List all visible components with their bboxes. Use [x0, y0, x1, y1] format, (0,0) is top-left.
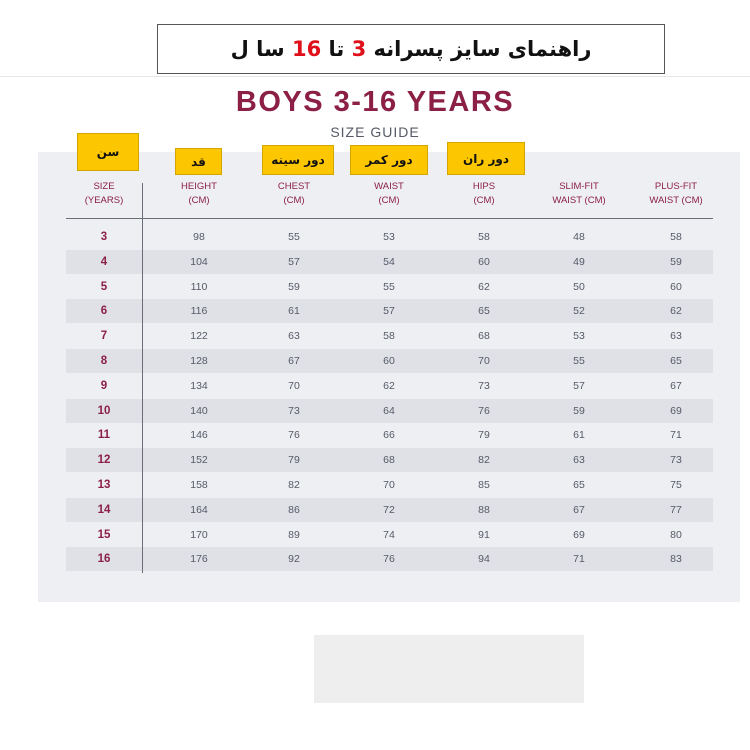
age-cell: 9 — [100, 379, 108, 392]
table-cell: 83 — [670, 553, 682, 566]
age-column-divider — [142, 183, 143, 573]
table-cell: 65 — [670, 355, 682, 367]
table-row — [66, 324, 713, 348]
table-cell: 152 — [190, 454, 208, 467]
table-cell: 63 — [670, 330, 682, 343]
table-cell: 80 — [670, 528, 682, 541]
age-cell: 3 — [100, 231, 108, 243]
table-cell: 79 — [288, 454, 300, 467]
banner-part2: سا ل — [230, 37, 285, 61]
table-row — [66, 299, 713, 323]
table-cell: 65 — [573, 479, 585, 491]
page-title: BOYS 3-16 YEARS — [235, 86, 515, 118]
table-cell: 65 — [478, 305, 490, 318]
table-cell: 70 — [288, 379, 300, 392]
column-header-line: (YEARS) — [84, 195, 124, 206]
table-row — [66, 473, 713, 497]
table-cell: 128 — [190, 355, 208, 367]
table-row — [66, 225, 713, 249]
table-cell: 64 — [383, 404, 395, 417]
table-row — [66, 523, 713, 547]
table-cell: 176 — [190, 553, 208, 566]
column-header-line: (CM) — [188, 195, 210, 206]
age-cell: 11 — [97, 429, 111, 442]
table-cell: 48 — [573, 231, 585, 243]
header-divider — [66, 218, 713, 219]
label-age: سن — [77, 133, 139, 171]
table-cell: 58 — [383, 330, 395, 343]
table-cell: 134 — [190, 379, 208, 392]
column-header — [154, 180, 244, 208]
age-cell: 13 — [97, 479, 111, 491]
table-cell: 72 — [383, 503, 395, 516]
table-cell: 94 — [478, 553, 490, 566]
column-header-line: SIZE — [93, 181, 115, 192]
table-cell: 69 — [670, 404, 682, 417]
table-cell: 164 — [190, 503, 208, 516]
table-cell: 146 — [190, 429, 208, 442]
table-cell: 158 — [190, 479, 208, 491]
label-hips: دور ران — [447, 142, 525, 175]
table-cell: 89 — [288, 528, 300, 541]
age-cell: 7 — [100, 330, 108, 343]
table-cell: 61 — [573, 429, 585, 442]
table-cell: 62 — [670, 305, 682, 318]
label-waist: دور کمر — [350, 145, 428, 175]
table-cell: 49 — [573, 255, 585, 268]
table-cell: 75 — [670, 479, 682, 491]
banner-num-from: 3 — [351, 37, 367, 61]
table-cell: 73 — [670, 454, 682, 467]
column-header — [631, 180, 721, 208]
table-cell: 73 — [288, 404, 300, 417]
blank-placeholder-box — [314, 635, 584, 703]
table-cell: 98 — [193, 231, 205, 243]
column-header-line: CHEST — [277, 181, 311, 192]
column-header-line: HEIGHT — [181, 181, 217, 192]
table-row — [66, 423, 713, 447]
age-cell: 8 — [100, 355, 108, 367]
age-cell: 5 — [100, 280, 108, 293]
table-cell: 61 — [288, 305, 300, 318]
column-header-line: WAIST (CM) — [649, 195, 703, 206]
table-cell: 66 — [383, 429, 395, 442]
table-cell: 67 — [288, 355, 300, 367]
persian-banner — [157, 24, 665, 74]
label-height: قد — [175, 148, 222, 175]
table-cell: 57 — [383, 305, 395, 318]
table-cell: 86 — [288, 503, 300, 516]
table-cell: 69 — [573, 528, 585, 541]
column-header-line: SLIM-FIT — [559, 181, 599, 192]
page-subtitle: SIZE GUIDE — [330, 124, 420, 140]
table-cell: 59 — [288, 280, 300, 293]
age-cell: 10 — [97, 404, 111, 417]
table-cell: 62 — [383, 379, 395, 392]
column-header — [249, 180, 339, 208]
age-cell: 6 — [100, 305, 108, 318]
table-cell: 122 — [190, 330, 208, 343]
table-cell: 70 — [383, 479, 395, 491]
table-cell: 88 — [478, 503, 490, 516]
table-cell: 74 — [383, 528, 395, 541]
table-cell: 67 — [670, 379, 682, 392]
table-row — [66, 349, 713, 373]
table-cell: 62 — [478, 280, 490, 293]
column-header — [59, 180, 149, 208]
column-header-line: (CM) — [473, 195, 495, 206]
table-cell: 76 — [288, 429, 300, 442]
table-cell: 110 — [190, 280, 208, 293]
table-cell: 79 — [478, 429, 490, 442]
table-cell: 55 — [288, 231, 300, 243]
table-row — [66, 374, 713, 398]
table-cell: 58 — [478, 231, 490, 243]
table-row — [66, 275, 713, 299]
table-cell: 59 — [573, 404, 585, 417]
table-cell: 68 — [383, 454, 395, 467]
table-cell: 73 — [478, 379, 490, 392]
banner-word-to: تا — [328, 37, 345, 61]
table-cell: 170 — [190, 528, 208, 541]
column-header-line: HIPS — [472, 181, 496, 192]
table-cell: 63 — [288, 330, 300, 343]
table-row — [66, 448, 713, 472]
table-cell: 60 — [383, 355, 395, 367]
table-cell: 77 — [670, 503, 682, 516]
table-cell: 58 — [670, 231, 682, 243]
table-cell: 55 — [573, 355, 585, 367]
table-cell: 57 — [288, 255, 300, 268]
table-cell: 55 — [383, 280, 395, 293]
table-cell: 76 — [383, 553, 395, 566]
column-header — [344, 180, 434, 208]
table-cell: 53 — [573, 330, 585, 343]
table-cell: 53 — [383, 231, 395, 243]
column-header-line: (CM) — [378, 195, 400, 206]
table-cell: 68 — [478, 330, 490, 343]
column-header-line: WAIST — [374, 181, 404, 192]
table-cell: 140 — [190, 404, 208, 417]
table-cell: 82 — [288, 479, 300, 491]
separator-line — [0, 76, 750, 77]
column-header-line: (CM) — [283, 195, 305, 206]
table-cell: 50 — [573, 280, 585, 293]
banner-num-to: 16 — [291, 37, 322, 61]
table-cell: 60 — [478, 255, 490, 268]
age-cell: 16 — [97, 553, 111, 566]
table-cell: 59 — [670, 255, 682, 268]
column-header — [534, 180, 624, 208]
table-cell: 71 — [670, 429, 682, 442]
table-cell: 54 — [383, 255, 395, 268]
column-header-line: WAIST (CM) — [552, 195, 606, 206]
table-cell: 52 — [573, 305, 585, 318]
banner-part1: راهنمای سایز پسرانه — [373, 37, 592, 61]
table-cell: 116 — [190, 305, 208, 318]
table-cell: 60 — [670, 280, 682, 293]
age-cell: 15 — [97, 528, 111, 541]
table-row — [66, 250, 713, 274]
table-row — [66, 547, 713, 571]
column-header — [439, 180, 529, 208]
table-cell: 82 — [478, 454, 490, 467]
table-cell: 63 — [573, 454, 585, 467]
age-cell: 14 — [97, 503, 111, 516]
table-cell: 91 — [478, 528, 490, 541]
table-cell: 76 — [478, 404, 490, 417]
table-cell: 71 — [573, 553, 585, 566]
age-cell: 4 — [100, 255, 108, 268]
table-row — [66, 399, 713, 423]
table-cell: 70 — [478, 355, 490, 367]
table-cell: 85 — [478, 479, 490, 491]
table-cell: 57 — [573, 379, 585, 392]
column-header-line: PLUS-FIT — [654, 181, 698, 192]
table-cell: 104 — [190, 255, 208, 268]
table-row — [66, 498, 713, 522]
label-chest: دور سینه — [262, 145, 334, 175]
table-cell: 67 — [573, 503, 585, 516]
age-cell: 12 — [97, 454, 111, 467]
table-cell: 92 — [288, 553, 300, 566]
